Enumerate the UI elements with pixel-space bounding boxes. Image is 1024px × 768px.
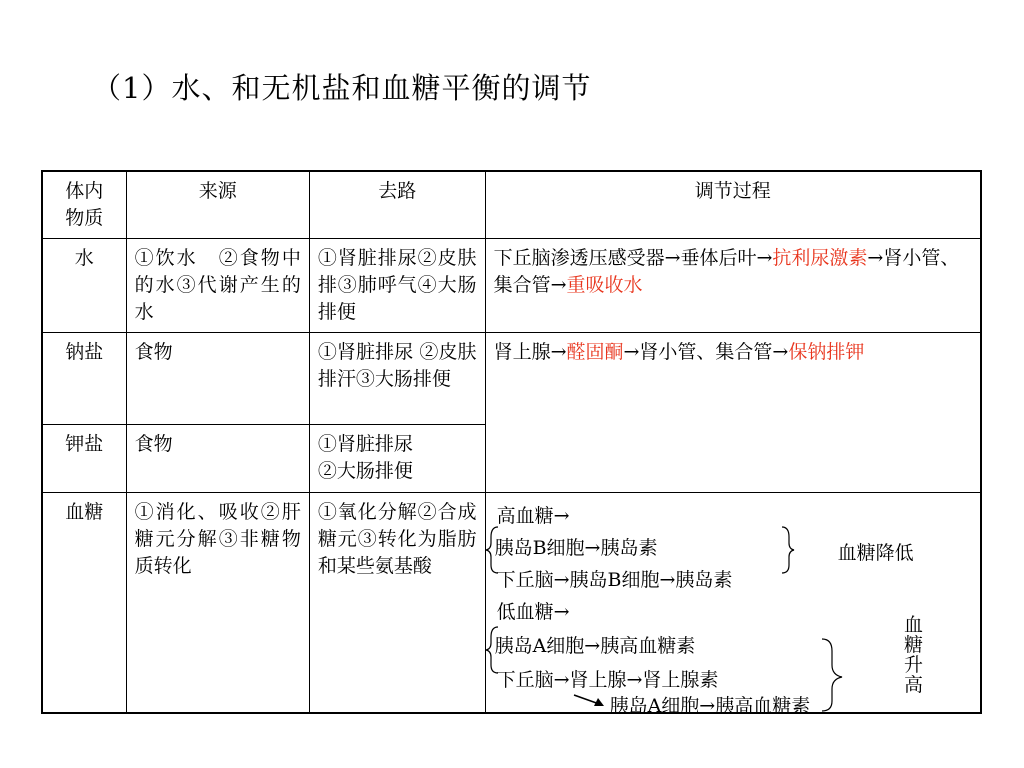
sodium-source: 食物 [126, 333, 309, 425]
header-source: 来源 [126, 171, 309, 239]
glucose-low-path3: 胰岛A细胞→胰高血糖素 [609, 695, 811, 717]
glucose-regulation [485, 493, 981, 717]
water-reg-text-a: 下丘脑渗透压感受器→垂体后叶→ [493, 247, 773, 269]
low-result-char-3: 升 [904, 654, 924, 676]
glucose-low-path2: 下丘脑→肾上腺→肾上腺素 [496, 669, 719, 691]
page-title: （1）水、和无机盐和血糖平衡的调节 [92, 71, 592, 105]
table-row-water [42, 239, 981, 333]
sodium-reg-effect: 保钠排钾 [788, 341, 865, 363]
sodium-reg-text-a: 肾上腺→ [493, 341, 567, 363]
water-destination: ①肾脏排尿②皮肤排③肺呼气④大肠排便 [309, 239, 485, 333]
water-regulation [485, 239, 981, 333]
low-result-char-4: 高 [904, 674, 924, 696]
sodium-name: 钠盐 [42, 333, 126, 425]
glucose-high-path2: 下丘脑→胰岛B细胞→胰岛素 [496, 569, 733, 591]
header-destination: 去路 [309, 171, 485, 239]
table-row-glucose [42, 493, 981, 714]
table-row-sodium [42, 333, 981, 425]
water-source: ①饮水 ②食物中的水③代谢产生的水 [126, 239, 309, 333]
table-header-row [42, 171, 981, 239]
water-reg-text-b: →肾小管、集合管→ [493, 247, 960, 296]
sodium-reg-hormone: 醛固酮 [566, 341, 624, 363]
potassium-destination-line1: ①肾脏排尿 [317, 433, 413, 455]
glucose-name: 血糖 [42, 493, 126, 714]
low-result-char-2: 糖 [904, 634, 924, 656]
glucose-high-label: 高血糖→ [496, 505, 570, 527]
low-result-char-1: 血 [904, 614, 924, 636]
potassium-source: 食物 [126, 425, 309, 493]
potassium-name: 钾盐 [42, 425, 126, 493]
sodium-reg-text-b: →肾小管、集合管→ [623, 341, 789, 363]
potassium-destination-line2: ②大肠排便 [317, 460, 413, 482]
glucose-destination: ①氧化分解②合成糖元③转化为脂肪和某些氨基酸 [309, 493, 485, 714]
glucose-low-path1: 胰岛A细胞→胰高血糖素 [494, 635, 696, 657]
header-regulation: 调节过程 [485, 171, 981, 239]
water-reg-hormone: 抗利尿激素 [772, 247, 868, 269]
glucose-source: ①消化、吸收②肝糖元分解③非糖物质转化 [126, 493, 309, 714]
sodium-destination: ①肾脏排尿 ②皮肤排汗③大肠排便 [309, 333, 485, 425]
glucose-high-result: 血糖降低 [837, 542, 914, 564]
glucose-high-path1: 胰岛B细胞→胰岛素 [494, 537, 658, 559]
water-reg-effect: 重吸收水 [566, 274, 643, 296]
header-substance: 体内物质 [42, 171, 126, 239]
glucose-low-result [904, 615, 924, 695]
glucose-low-label: 低血糖→ [496, 601, 570, 623]
potassium-destination [309, 425, 485, 493]
regulation-table [41, 170, 982, 717]
water-name: 水 [42, 239, 126, 333]
sodium-potassium-regulation [485, 333, 981, 493]
